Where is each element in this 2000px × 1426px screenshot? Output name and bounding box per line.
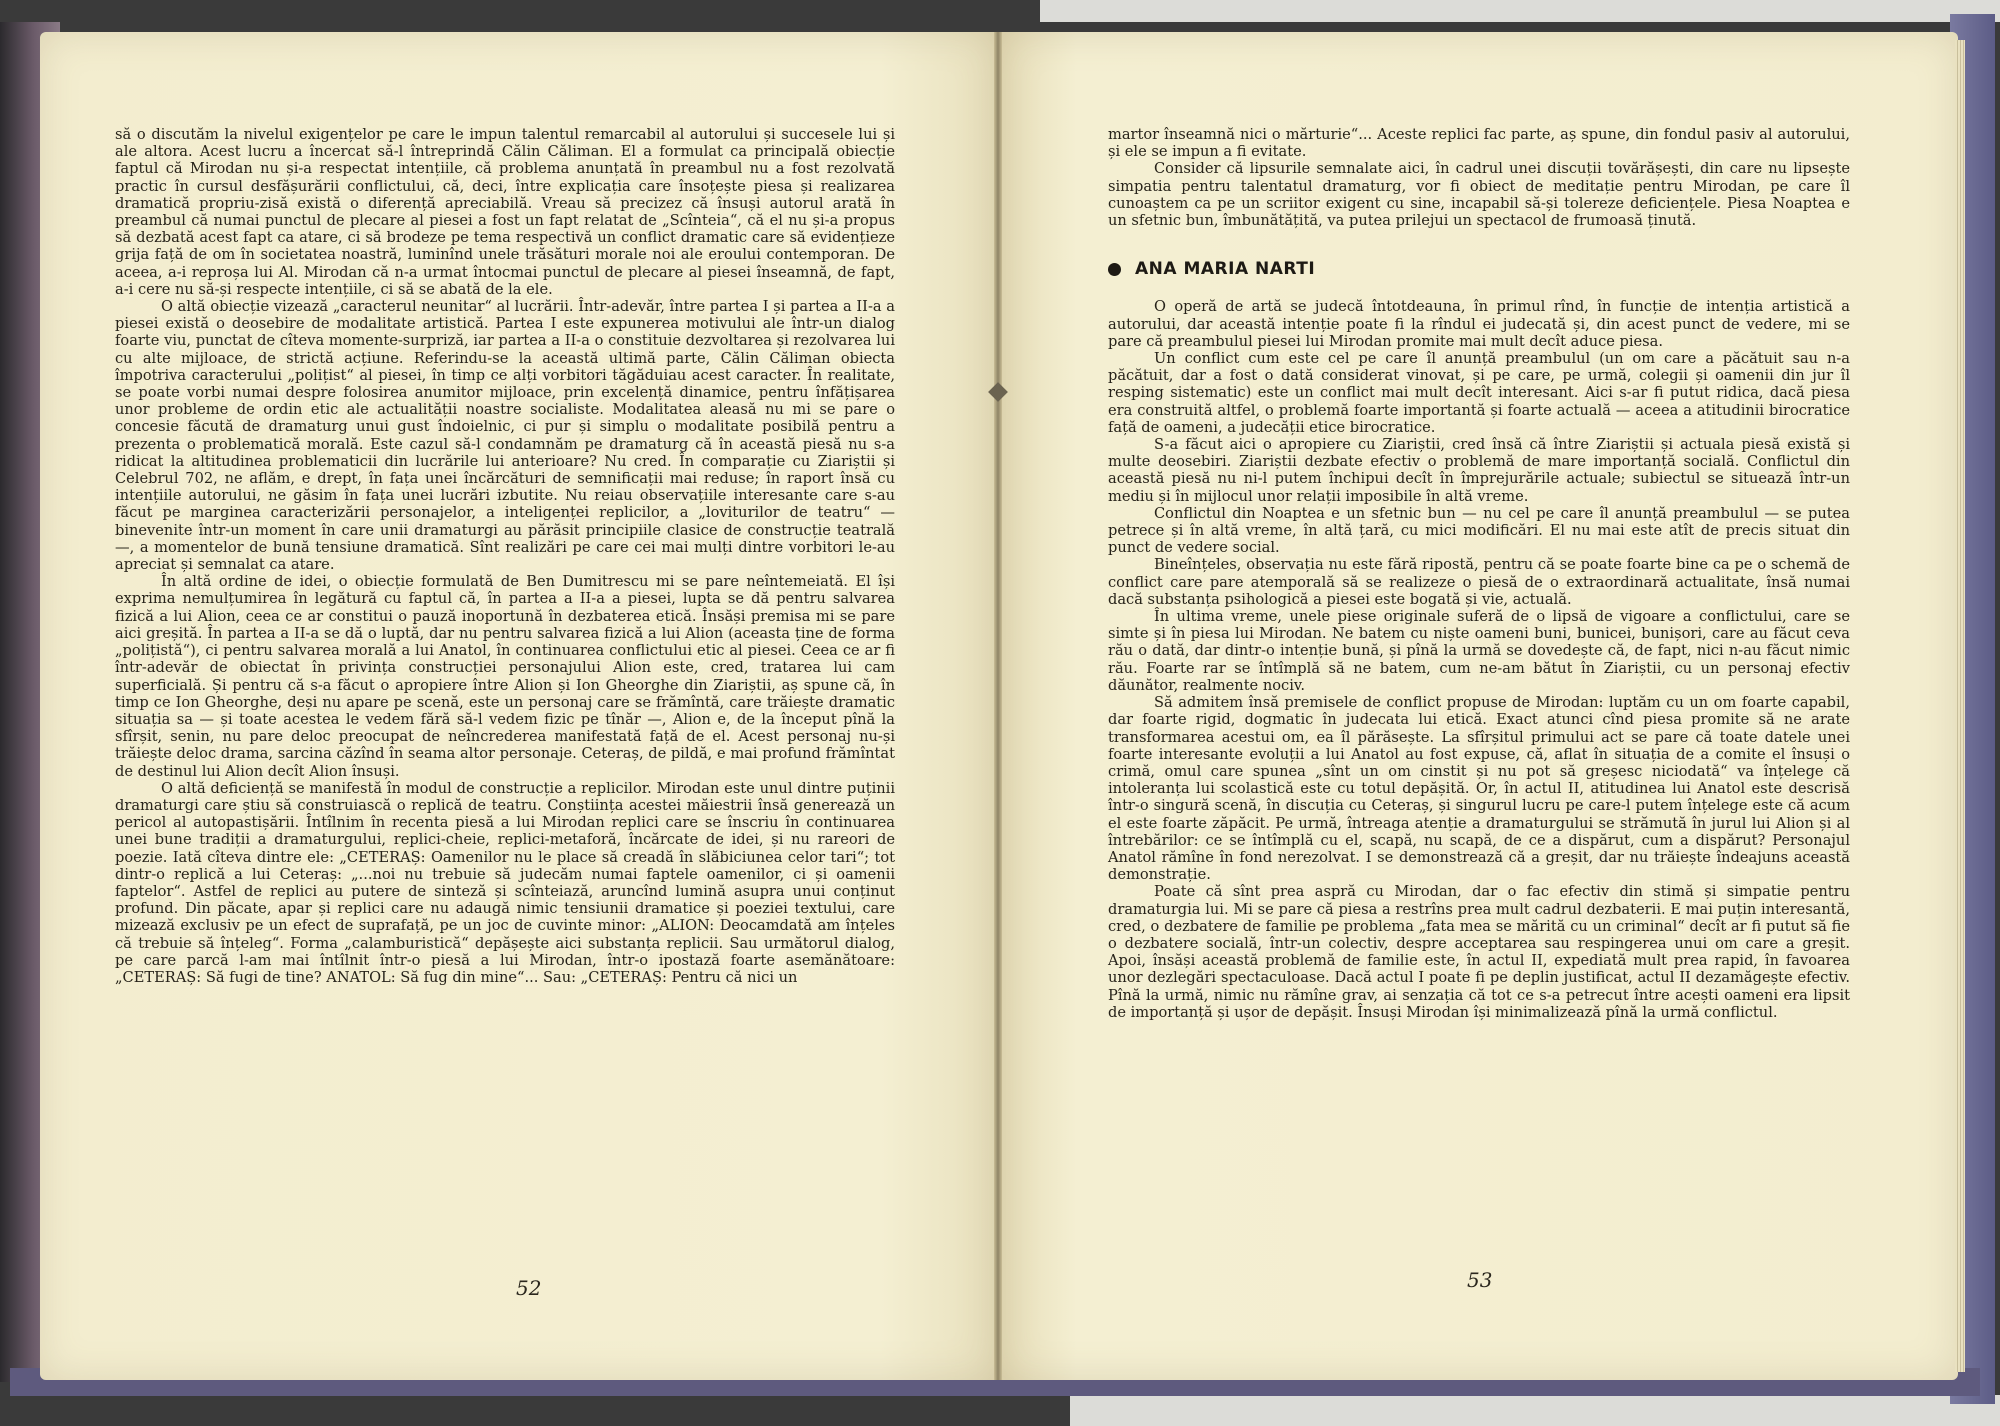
paragraph: martor înseamnă nici o mărturie“... Aceste replici fac parte, aș spune, din fondul pasiv al autorului, și ele se impun a fi evitate. [1108,126,1850,161]
section-heading [1108,261,1850,278]
paragraph: Bineînțeles, observația nu este fără ripostă, pentru că se poate foarte bine ca pe o schemă de conflict care pare atemporală să se realizeze o piesă de o extraordinară actualitate, însă numai dacă substanța psihologică a piesei este bogată și vie, actuală. [1108,556,1850,608]
paragraph: În ultima vreme, unele piese originale suferă de o lipsă de vigoare a conflictului, care se simte și în piesa lui Mirodan. Ne batem cu niște oameni buni, bunicei, bunișori, care au făcut ceva rău o dată, dar dintr-o intenție bună, și pînă la urmă se dovedește că, de fapt, nici n-au făcut nimic rău. Foarte rar se întîmplă să ne batem, cum ne-am bătut în Ziariștii, cu un personaj efectiv dăunător, realmente nociv. [1108,608,1850,694]
paragraph: Poate că sînt prea aspră cu Mirodan, dar o fac efectiv din stimă și simpatie pentru dramaturgia lui. Mi se pare că piesa a restrîns prea mult cadrul dezbaterii. E mai puțin interesantă, cred, o dezbatere de familie pe problema „fata mea se mărită cu un criminal“ decît ar fi putut să fie o dezbatere socială, într-un colectiv, despre acceptarea sau respingerea unui om care a greșit. Apoi, însăși această problemă de familie este, în actul II, expediată mult prea rapid, în favoarea unor dezlegări spectaculoase. Dacă actul I poate fi pe deplin justificat, actul II dezamăgește efectiv. Pînă la urmă, nimic nu rămîne grav, ai senzația că tot ce s-a petrecut între acești oameni era lipsit de importanță și ușor de depășit. Însuși Mirodan își minimalizează pînă la urmă conflictul. [1108,883,1850,1021]
paragraph: S-a făcut aici o apropiere cu Ziariștii, cred însă că între Ziariștii și actuala piesă există și multe deosebiri. Ziariștii dezbate efectiv o problemă de mare importanță socială. Conflictul din această piesă nu ni-l putem închipui decît în împrejurările actuale; subiectul se situează într-un mediu și în mijlocul unor relații imposibile în altă vreme. [1108,436,1850,505]
left-page-text [115,126,895,986]
paragraph: O altă obiecție vizează „caracterul neunitar“ al lucrării. Într-adevăr, între partea I și partea a II-a a piesei există o deosebire de modalitate artistică. Partea I este expunerea motivului ale într-un dialog foarte viu, punctat de cîteva momente-surpriză, iar partea a II-a o constituie dezvoltarea și rezolvarea lui cu alte mijloace, de strictă acțiune. Referindu-se la această ultimă parte, Călin Căliman obiecta împotriva caracterului „polițist“ al piesei, în timp ce alți vorbitori tăgăduiau acest caracter. În realitate, se poate vorbi numai despre folosirea anumitor mijloace, prin excelență dinamice, pentru înfățișarea unor probleme de ordin etic ale actualității noastre socialiste. Modalitatea aleasă nu mi se pare o concesie făcută de dramaturg unui gust îndoielnic, ci pur și simplu o modalitate posibilă pentru a prezenta o problematică morală. Este cazul să-l condamnăm pe dramaturg că în această piesă nu s-a ridicat la altitudinea problematicii din lucrările lui anterioare? Nu cred. În comparație cu Ziariștii și Celebrul 702, ne aflăm, e drept, în fața unei încărcături de semnificații mai reduse; în raport însă cu intențiile autorului, ne găsim în fața unei lucrări izbutite. Nu reiau observațiile interesante care s-au făcut pe marginea caracterizării personajelor, a inteligenței replicilor, a „loviturilor de teatru“ — binevenite într-un moment în care unii dramaturgi au părăsit principiile clasice de construcție teatrală —, a momentelor de bună tensiune dramatică. Sînt realizări pe care cei mai mulți dintre vorbitori le-au apreciat și semnalat ca atare. [115,298,895,574]
page-number-right: 53 [1467,1268,1493,1292]
paragraph: Un conflict cum este cel pe care îl anunță preambulul (un om care a păcătuit sau n-a păcătuit, dar a fost o dată considerat vinovat, și pe care, pe urmă, colegii și oamenii din jur îl resping sistematic) este un conflict mai mult decît interesant. Aici s-ar fi putut ridica, dacă piesa era construită altfel, o problemă foarte importantă și foarte actuală — aceea a atitudinii birocratice față de oameni, a judecății etice birocratice. [1108,350,1850,436]
paragraph: Să admitem însă premisele de conflict propuse de Mirodan: luptăm cu un om foarte capabil, dar foarte rigid, dogmatic în judecata lui etică. Exact atunci cînd piesa promite să ne arate transformarea acestui om, ea îl părăsește. La sfîrșitul primului act se pare că toate datele unei foarte interesante evoluții a lui Anatol au fost expuse, că, aflat în situația de a comite el însuși o crimă, omul care spunea „sînt un om cinstit și nu pot să greșesc niciodată“ va înțelege că intoleranța lui scolastică este cu totul depășită. Or, în actul II, atitudinea lui Anatol este descrisă într-o singură scenă, în discuția cu Ceteraș, și singurul lucru pe care-l putem înțelege este că acum el este foarte zăpăcit. Pe urmă, întreaga atenție a dramaturgului se strămută în jurul lui Alion și al întrebărilor: ce se întîmplă cu el, scapă, nu scapă, de ce a dispărut, cum a dispărut? Personajul Anatol rămîne în fond nerezolvat. I se demonstrează că a greșit, dar nu trăiește îndeajuns această demonstrație. [1108,694,1850,884]
bullet-icon [1108,263,1121,276]
scanner-background-top [1040,0,2000,22]
page-number-left: 52 [516,1276,542,1300]
right-page-text [1108,126,1850,1021]
paragraph: să o discutăm la nivelul exigențelor pe care le impun talentul remarcabil al autorului și succesele lui și ale altora. Acest lucru a încercat să-l întreprindă Călin Căliman. El a formulat ca principală obiecție faptul că Mirodan nu și-a respectat intențiile, că problema anunțată în preambul nu a fost rezolvată practic în cursul desfășurării conflictului, că, deci, între explicația care însoțește piesa și realizarea dramatică propriu-zisă există o diferență apreciabilă. Vreau să precizez că însuși autorul arată în preambul că numai punctul de plecare al piesei a fost un fapt relatat de „Scînteia“, că el nu și-a propus să dezbată acest fapt ca atare, ci să brodeze pe tema respectivă un conflict dramatic care să evidențieze grija față de om în societatea noastră, luminînd unele trăsături morale noi ale eroului contemporan. De aceea, a-i reproșa lui Al. Mirodan că n-a urmat întocmai punctul de plecare al piesei înseamnă, de fapt, a-i cere nu să-și respecte intențiile, ci să se abată de la ele. [115,126,895,298]
scanner-background-bottom [1070,1395,2000,1426]
book-gutter [994,32,1002,1380]
paragraph: Consider că lipsurile semnalate aici, în cadrul unei discuții tovărășești, din care nu lipsește simpatia pentru talentatul dramaturg, vor fi obiect de meditație pentru Mirodan, pe care îl cunoaștem ca pe un scriitor exigent cu sine, incapabil să-și tolereze deficiențele. Piesa Noaptea e un sfetnic bun, îmbunătățită, va putea prilejui un spectacol de frumoasă ținută. [1108,160,1850,230]
section-title: ANA MARIA NARTI [1135,259,1316,280]
page-block-edges [1955,40,1965,1372]
paragraph: O altă deficiență se manifestă în modul de construcție a replicilor. Mirodan este unul dintre puținii dramaturgi care știu să construiască o replică de teatru. Conștiința acestei măiestrii însă generează un pericol al autopastișării. Întîlnim în recenta piesă a lui Mirodan replici care se înscriu în continuarea unei bune tradiții a dramaturgului, replici-cheie, replici-metaforă, încărcate de idei, și nu rareori de poezie. Iată cîteva dintre ele: „CETERAȘ: Oamenilor nu le place să creadă în slăbiciunea celor tari“; tot dintr-o replică a lui Ceteraș: „...noi nu trebuie să judecăm numai faptele oamenilor, ci și oamenii faptelor“. Astfel de replici au putere de sinteză și scînteiază, aruncînd lumină asupra unui conținut profund. Din păcate, apar și replici care nu adaugă nimic tensiunii dramatice și poeziei textului, care mizează exclusiv pe un efect de suprafață, pe un joc de cuvinte minor: „ALION: Deocamdată am înțeles că trebuie să înțeleg“. Forma „calamburistică“ depășește aici substanța replicii. Sau următorul dialog, pe care parcă l-am mai întîlnit într-o piesă a lui Mirodan, într-o ipostază foarte asemănătoare: „CETERAȘ: Să fugi de tine? ANATOL: Să fug din mine“... Sau: „CETERAȘ: Pentru că nici un [115,779,895,986]
paragraph: Conflictul din Noaptea e un sfetnic bun — nu cel pe care îl anunță preambulul — se putea petrece și în altă vreme, în altă țară, cu mici modificări. El nu mai este atît de precis situat din punct de vedere social. [1108,504,1850,557]
paragraph: O operă de artă se judecă întotdeauna, în primul rînd, în funcție de intenția artistică a autorului, dar această intenție poate fi la rîndul ei judecată și, din acest punct de vedere, mi se pare că preambulul piesei lui Mirodan promite mai mult decît aduce piesa. [1108,298,1850,350]
paragraph: În altă ordine de idei, o obiecție formulată de Ben Dumitrescu mi se pare neîntemeiată. El își exprima nemulțumirea în legătură cu faptul că, în partea a II-a a piesei, lupta se dă pentru salvarea fizică a lui Alion, ceea ce ar constitui o pauză inoportună în dezbaterea etică. Însăși premisa mi se pare aici greșită. În partea a II-a se dă o luptă, dar nu pentru salvarea fizică a lui Alion (aceasta ține de forma „polițistă“), ci pentru salvarea morală a lui Anatol, în continuarea conflictului etic al piesei. Ceea ce ar fi într-adevăr de obiectat în privința construcției personajului Alion este, cred, tratarea lui cam superficială. Și pentru că s-a făcut o apropiere între Alion și Ion Gheorghe din Ziariștii, aș spune că, în timp ce Ion Gheorghe, deși nu apare pe scenă, este un personaj care se frămîntă, care trăiește dramatic situația sa — și toate acestea le vedem fără să-l vedem fizic pe tînăr —, Alion e, de la început pînă la sfîrșit, senin, nu pare deloc preocupat de neîncrederea manifestată față de el. Acest personaj nu-și trăiește deloc drama, sarcina căzînd în seama altor personaje. Ceteraș, de pildă, e mai profund frămîntat de destinul lui Alion decît Alion însuși. [115,573,895,780]
